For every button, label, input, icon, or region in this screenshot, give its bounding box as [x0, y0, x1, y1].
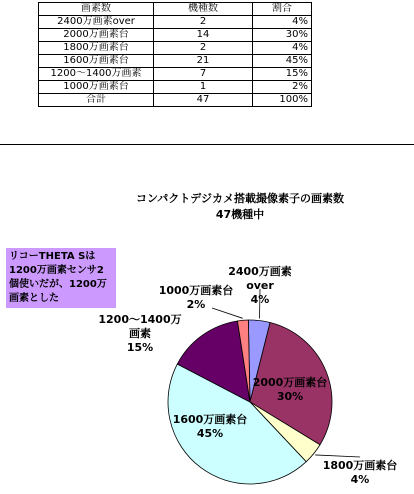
header-cell: 画素数	[39, 3, 154, 16]
slice-category-label: 1000万画素台	[158, 284, 234, 297]
slice-percent-label: 4%	[350, 473, 370, 486]
slice-category-label: 2000万画素台	[252, 376, 328, 389]
total-cell: 合計	[39, 94, 154, 107]
slice-category-label: 1200～1400万	[98, 313, 182, 326]
table-cell: 2	[154, 16, 253, 29]
table-header-row	[39, 3, 312, 16]
header-cell: 割合	[253, 3, 312, 16]
table-total-row	[39, 94, 312, 107]
slice-category-label: 1800万画素台	[322, 459, 398, 472]
table-cell: 1800万画素台	[39, 42, 154, 55]
total-cell: 100%	[253, 94, 312, 107]
slice-category-label: 1600万画素台	[172, 413, 248, 426]
table-row	[39, 16, 312, 29]
note-box: リコーTHETA Sは1200万画素センサ2個使いだが、1200万画素とした	[6, 248, 116, 308]
table-cell: 1600万画素台	[39, 55, 154, 68]
leader-line	[315, 455, 360, 457]
pixel-count-table	[38, 2, 312, 107]
table-row	[39, 81, 312, 94]
table-cell: 7	[154, 68, 253, 81]
table-cell: 15%	[253, 68, 312, 81]
chart-subtitle: 47機種中	[215, 208, 265, 221]
table-row	[39, 68, 312, 81]
table-cell: 2%	[253, 81, 312, 94]
table-cell: 21	[154, 55, 253, 68]
slice-percent-label: 45%	[196, 427, 224, 440]
pie-chart	[0, 150, 414, 494]
table-cell: 4%	[253, 16, 312, 29]
slice-category-label: over	[246, 279, 274, 292]
chart-title: コンパクトデジカメ搭載撮像素子の画素数	[135, 192, 345, 205]
table-row	[39, 55, 312, 68]
table-cell: 2	[154, 42, 253, 55]
table-cell: 2400万画素over	[39, 16, 154, 29]
section-divider	[0, 144, 414, 145]
table-cell: 1200～1400万画素	[39, 68, 154, 81]
table-row	[39, 29, 312, 42]
slice-percent-label: 2%	[186, 298, 206, 311]
total-cell: 47	[154, 94, 253, 107]
leader-line	[212, 308, 243, 318]
table-row	[39, 42, 312, 55]
table-cell: 30%	[253, 29, 312, 42]
table-cell: 45%	[253, 55, 312, 68]
table-cell: 14	[154, 29, 253, 42]
header-cell: 機種数	[154, 3, 253, 16]
slice-category-label: 2400万画素	[228, 265, 292, 278]
table-cell: 2000万画素台	[39, 29, 154, 42]
slice-percent-label: 15%	[126, 341, 154, 354]
slice-category-label: 画素	[129, 327, 151, 340]
table-cell: 4%	[253, 42, 312, 55]
slice-percent-label: 4%	[250, 293, 270, 306]
pie-slices	[168, 320, 332, 484]
table-cell: 1	[154, 81, 253, 94]
table-cell: 1000万画素台	[39, 81, 154, 94]
slice-percent-label: 30%	[276, 390, 304, 403]
